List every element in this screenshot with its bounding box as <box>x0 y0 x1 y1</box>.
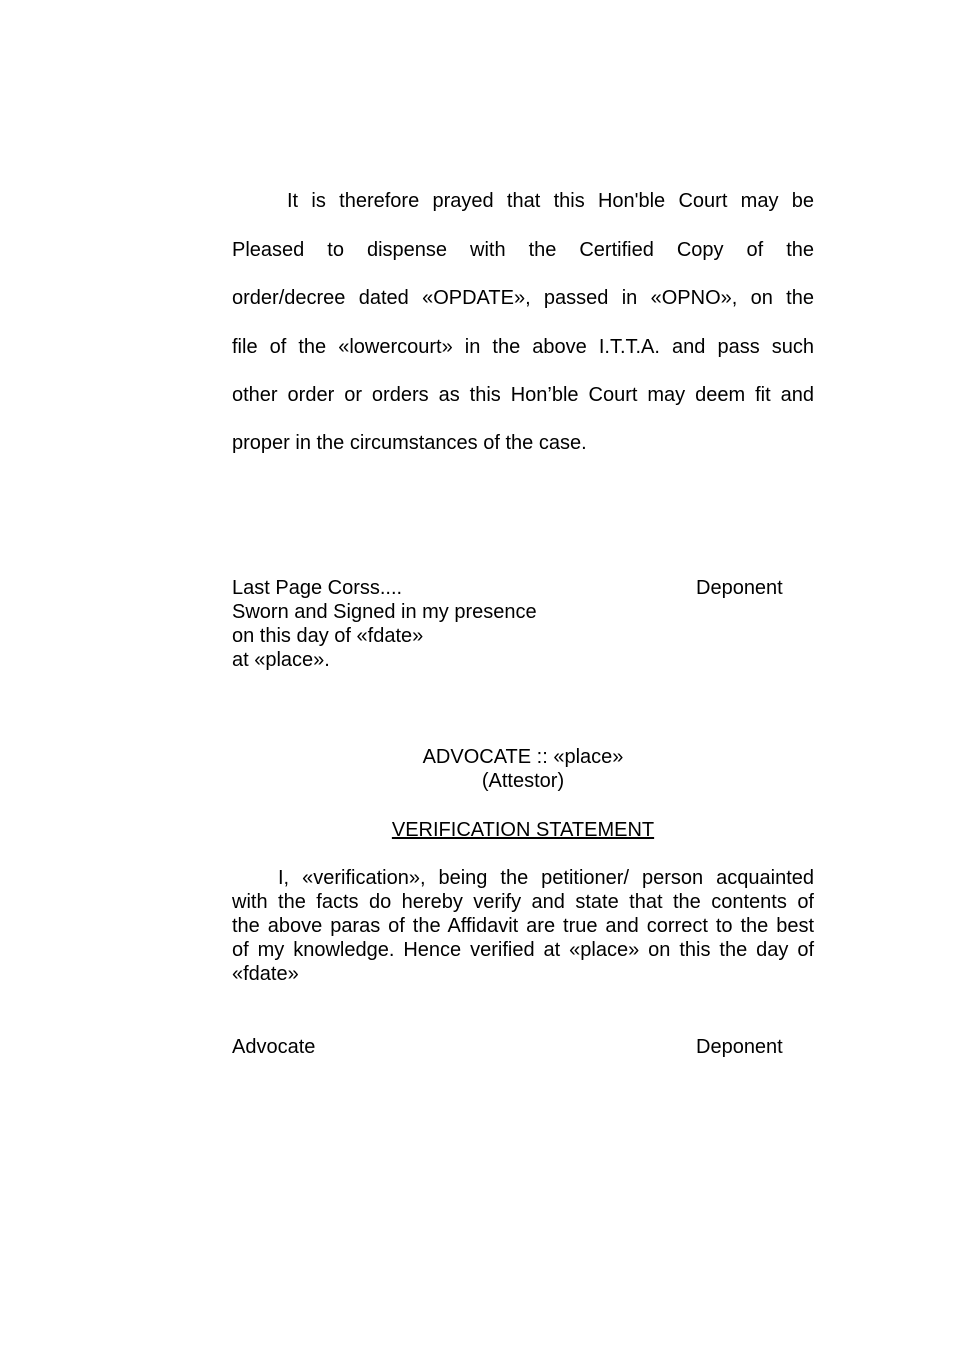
verification-heading: VERIFICATION STATEMENT <box>391 819 655 841</box>
deponent-label: Deponent <box>696 577 783 599</box>
verification-line: the above paras of the Affidavit are true and correct to the best <box>232 915 814 937</box>
attestor-label: (Attestor) <box>481 770 565 792</box>
place-line: at «place». <box>232 649 330 671</box>
advocate-signature-label: Advocate <box>232 1036 316 1058</box>
sworn-line: Sworn and Signed in my presence <box>232 601 537 623</box>
verification-line: with the facts do hereby verify and state that the contents of <box>232 891 814 913</box>
prayer-line: order/decree dated «OPDATE», passed in «OPNO», on the <box>232 287 814 309</box>
verification-line: of my knowledge. Hence verified at «place» on this the day of <box>232 939 814 961</box>
prayer-line: It is therefore prayed that this Hon'ble Court may be <box>287 190 814 212</box>
deponent-signature-label: Deponent <box>696 1036 783 1058</box>
prayer-line: other order or orders as this Hon’ble Court may deem fit and <box>232 384 814 406</box>
verification-line: «fdate» <box>232 963 299 985</box>
last-page-label: Last Page Corss.... <box>232 577 403 599</box>
prayer-line: Pleased to dispense with the Certified Copy of the <box>232 239 814 261</box>
fdate-line: on this day of «fdate» <box>232 625 424 647</box>
prayer-line: file of the «lowercourt» in the above I.T.T.A. and pass such <box>232 336 814 358</box>
verification-line: I, «verification», being the petitioner/ person acquainted <box>278 867 814 889</box>
prayer-line: proper in the circumstances of the case. <box>232 432 587 454</box>
advocate-place-line: ADVOCATE :: «place» <box>422 746 624 768</box>
